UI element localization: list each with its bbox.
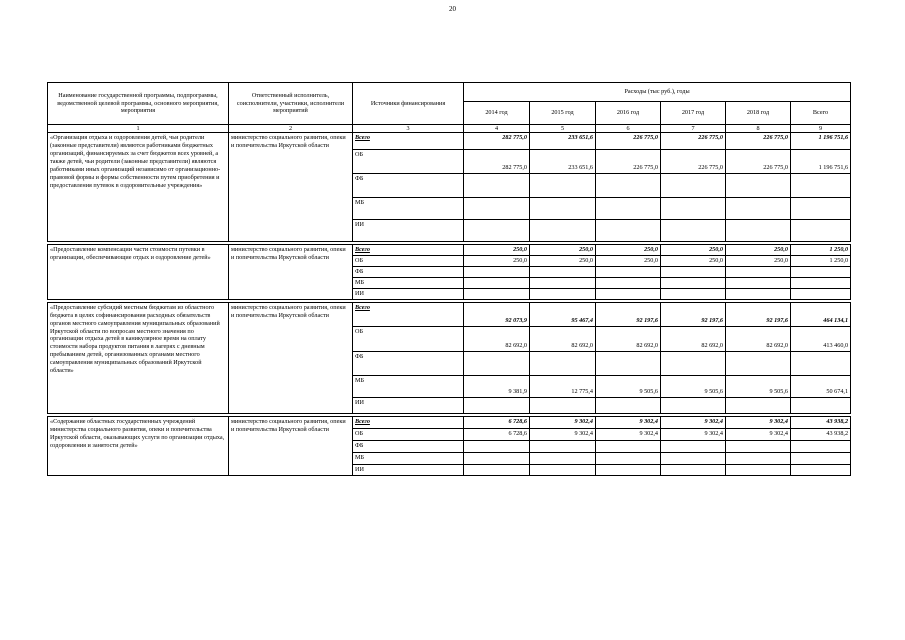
amount-cell — [596, 266, 661, 277]
amount-cell — [530, 351, 596, 375]
col-number: 6 — [596, 125, 661, 133]
funding-source: Всего — [353, 302, 464, 326]
amount-cell — [464, 266, 530, 277]
amount-cell — [530, 288, 596, 299]
amount-cell — [596, 198, 661, 220]
measure-executor: министерство социального развития, опеки и попечительства Иркутской области — [229, 416, 353, 475]
measure-name: «Содержание областных государственных учреждений министерства социального развития, опеки и попечительства Иркутской области, оказывающих услуги по организации отдыха, оздоровления и занятости детей» — [48, 416, 229, 475]
funding-source: МБ — [353, 277, 464, 288]
amount-cell: 95 467,4 — [530, 302, 596, 326]
amount-cell: 1 196 751,6 — [791, 150, 851, 174]
measure-executor: министерство социального развития, опеки и попечительства Иркутской области — [229, 245, 353, 300]
amount-cell — [530, 397, 596, 413]
amount-cell — [726, 174, 791, 198]
measure-name: «Предоставление субсидий местным бюджетам из областного бюджета в целях софинансирования расходных обязательств органов местного самоуправления муниципальных образований Иркутской области по вопросам местного значения по организации отдыха детей в каникулярное время на оплату стоимости набора продуктов питания в лагерях с дневным пребыванием детей, организованных органами местного самоуправления муниципальных образований Иркутской области» — [48, 302, 229, 413]
amount-cell — [791, 174, 851, 198]
amount-cell — [661, 174, 726, 198]
amount-cell — [726, 266, 791, 277]
header-sources: Источники финансирования — [353, 83, 464, 125]
amount-cell — [661, 266, 726, 277]
amount-cell — [791, 220, 851, 242]
amount-cell: 233 651,6 — [530, 133, 596, 150]
amount-cell — [726, 397, 791, 413]
amount-cell — [726, 464, 791, 475]
funding-source: Всего — [353, 245, 464, 256]
amount-cell: 233 651,6 — [530, 150, 596, 174]
amount-cell: 9 302,4 — [596, 416, 661, 428]
amount-cell — [661, 198, 726, 220]
amount-cell: 82 692,0 — [661, 326, 726, 351]
funding-source: МБ — [353, 452, 464, 464]
amount-cell: 43 938,2 — [791, 428, 851, 440]
amount-cell — [530, 198, 596, 220]
header-year: 2016 год — [596, 102, 661, 125]
amount-cell — [661, 464, 726, 475]
amount-cell — [791, 452, 851, 464]
amount-cell — [464, 277, 530, 288]
amount-cell — [661, 288, 726, 299]
funding-source: ФБ — [353, 440, 464, 452]
amount-cell — [791, 266, 851, 277]
amount-cell: 9 302,4 — [726, 416, 791, 428]
amount-cell: 250,0 — [530, 245, 596, 256]
page-number: 20 — [449, 5, 456, 13]
funding-source: Всего — [353, 416, 464, 428]
expenses-table — [47, 82, 851, 476]
amount-cell: 50 674,1 — [791, 375, 851, 397]
amount-cell — [726, 452, 791, 464]
amount-cell — [464, 198, 530, 220]
amount-cell: 282 775,0 — [464, 150, 530, 174]
funding-source: ИИ — [353, 464, 464, 475]
col-number: 9 — [791, 125, 851, 133]
amount-cell: 250,0 — [726, 255, 791, 266]
amount-cell — [530, 464, 596, 475]
funding-source: МБ — [353, 375, 464, 397]
funding-source: ОБ — [353, 255, 464, 266]
table-row — [48, 133, 851, 150]
col-number: 8 — [726, 125, 791, 133]
header-expenses: Расходы (тыс руб.), годы — [464, 83, 851, 102]
header-year: 2017 год — [661, 102, 726, 125]
amount-cell — [530, 277, 596, 288]
amount-cell: 250,0 — [726, 245, 791, 256]
amount-cell: 250,0 — [464, 245, 530, 256]
funding-source: ФБ — [353, 266, 464, 277]
col-number: 1 — [48, 125, 229, 133]
amount-cell: 226 775,0 — [726, 133, 791, 150]
amount-cell — [791, 397, 851, 413]
amount-cell — [464, 351, 530, 375]
amount-cell: 413 460,0 — [791, 326, 851, 351]
amount-cell — [726, 198, 791, 220]
amount-cell — [464, 440, 530, 452]
amount-cell: 9 302,4 — [596, 428, 661, 440]
amount-cell: 250,0 — [464, 255, 530, 266]
amount-cell — [791, 288, 851, 299]
header-year: 2018 год — [726, 102, 791, 125]
amount-cell — [596, 440, 661, 452]
amount-cell — [791, 351, 851, 375]
funding-source: МБ — [353, 198, 464, 220]
amount-cell: 6 728,6 — [464, 416, 530, 428]
amount-cell — [726, 351, 791, 375]
amount-cell: 226 775,0 — [661, 133, 726, 150]
amount-cell — [596, 277, 661, 288]
measure-name: «Организация отдыха и оздоровления детей, чьи родители (законные представители) являются работниками бюджетных организаций, финансируемых за счет бюджетов всех уровней, а также детей, чьи родители (законные представители) являются работниками иных организаций независимо от организационно-правовой формы и формы собственности путем приобретения и предоставления путевок в оздоровительные учреждения» — [48, 133, 229, 242]
amount-cell — [661, 220, 726, 242]
col-number: 4 — [464, 125, 530, 133]
amount-cell — [530, 452, 596, 464]
amount-cell: 226 775,0 — [596, 133, 661, 150]
col-number: 3 — [353, 125, 464, 133]
amount-cell: 282 775,0 — [464, 133, 530, 150]
amount-cell — [661, 397, 726, 413]
amount-cell: 92 197,6 — [661, 302, 726, 326]
amount-cell — [661, 351, 726, 375]
amount-cell: 92 073,9 — [464, 302, 530, 326]
amount-cell — [661, 452, 726, 464]
amount-cell — [596, 452, 661, 464]
table-row — [48, 416, 851, 428]
measure-name: «Предоставление компенсации части стоимости путевки в организации, обеспечивающие отдых и оздоровление детей» — [48, 245, 229, 300]
amount-cell: 82 692,0 — [596, 326, 661, 351]
amount-cell: 6 728,6 — [464, 428, 530, 440]
amount-cell — [464, 288, 530, 299]
amount-cell — [726, 440, 791, 452]
amount-cell — [596, 397, 661, 413]
amount-cell: 9 505,6 — [661, 375, 726, 397]
header-executor: Ответственный исполнитель, соисполнители, участники, исполнители мероприятий — [229, 83, 353, 125]
amount-cell: 9 302,4 — [530, 428, 596, 440]
amount-cell: 9 505,6 — [726, 375, 791, 397]
col-number: 2 — [229, 125, 353, 133]
funding-source: ОБ — [353, 428, 464, 440]
amount-cell: 226 775,0 — [596, 150, 661, 174]
amount-cell: 9 381,9 — [464, 375, 530, 397]
amount-cell: 9 302,4 — [661, 416, 726, 428]
amount-cell: 9 505,6 — [596, 375, 661, 397]
funding-source: ФБ — [353, 174, 464, 198]
amount-cell — [530, 220, 596, 242]
amount-cell: 226 775,0 — [661, 150, 726, 174]
amount-cell: 43 938,2 — [791, 416, 851, 428]
amount-cell: 226 775,0 — [726, 150, 791, 174]
amount-cell — [661, 277, 726, 288]
amount-cell: 9 302,4 — [726, 428, 791, 440]
amount-cell: 9 302,4 — [530, 416, 596, 428]
amount-cell — [791, 277, 851, 288]
amount-cell — [596, 220, 661, 242]
amount-cell: 250,0 — [596, 245, 661, 256]
amount-cell: 1 250,0 — [791, 245, 851, 256]
amount-cell — [726, 277, 791, 288]
amount-cell — [596, 464, 661, 475]
amount-cell — [596, 351, 661, 375]
amount-cell — [661, 440, 726, 452]
funding-source: ОБ — [353, 150, 464, 174]
amount-cell — [791, 198, 851, 220]
amount-cell: 250,0 — [596, 255, 661, 266]
amount-cell: 9 302,4 — [661, 428, 726, 440]
amount-cell — [464, 397, 530, 413]
amount-cell — [726, 288, 791, 299]
funding-source: ИИ — [353, 288, 464, 299]
table-row — [48, 245, 851, 256]
funding-source: ИИ — [353, 220, 464, 242]
funding-source: ИИ — [353, 397, 464, 413]
amount-cell: 92 197,6 — [726, 302, 791, 326]
measure-executor: министерство социального развития, опеки и попечительства Иркутской области — [229, 302, 353, 413]
header-year: 2015 год — [530, 102, 596, 125]
amount-cell: 82 692,0 — [464, 326, 530, 351]
table-row — [48, 302, 851, 326]
col-number: 5 — [530, 125, 596, 133]
amount-cell — [530, 174, 596, 198]
col-number: 7 — [661, 125, 726, 133]
amount-cell: 12 775,4 — [530, 375, 596, 397]
amount-cell — [596, 288, 661, 299]
amount-cell — [464, 220, 530, 242]
amount-cell: 250,0 — [661, 245, 726, 256]
amount-cell: 1 250,0 — [791, 255, 851, 266]
amount-cell — [530, 440, 596, 452]
amount-cell: 250,0 — [530, 255, 596, 266]
amount-cell: 82 692,0 — [726, 326, 791, 351]
amount-cell — [530, 266, 596, 277]
funding-source: ФБ — [353, 351, 464, 375]
funding-source: ОБ — [353, 326, 464, 351]
header-total: Всего — [791, 102, 851, 125]
amount-cell: 82 692,0 — [530, 326, 596, 351]
amount-cell: 1 196 751,6 — [791, 133, 851, 150]
amount-cell — [464, 464, 530, 475]
amount-cell: 250,0 — [661, 255, 726, 266]
amount-cell — [726, 220, 791, 242]
amount-cell — [464, 452, 530, 464]
header-name: Наименование государственной программы, подпрограммы, ведомственной целевой программы, основного мероприятия, мероприятия — [48, 83, 229, 125]
amount-cell — [791, 464, 851, 475]
amount-cell: 464 134,1 — [791, 302, 851, 326]
amount-cell — [596, 174, 661, 198]
amount-cell — [791, 440, 851, 452]
amount-cell: 92 197,6 — [596, 302, 661, 326]
amount-cell — [464, 174, 530, 198]
funding-source: Всего — [353, 133, 464, 150]
header-year: 2014 год — [464, 102, 530, 125]
measure-executor: министерство социального развития, опеки и попечительства Иркутской области — [229, 133, 353, 242]
